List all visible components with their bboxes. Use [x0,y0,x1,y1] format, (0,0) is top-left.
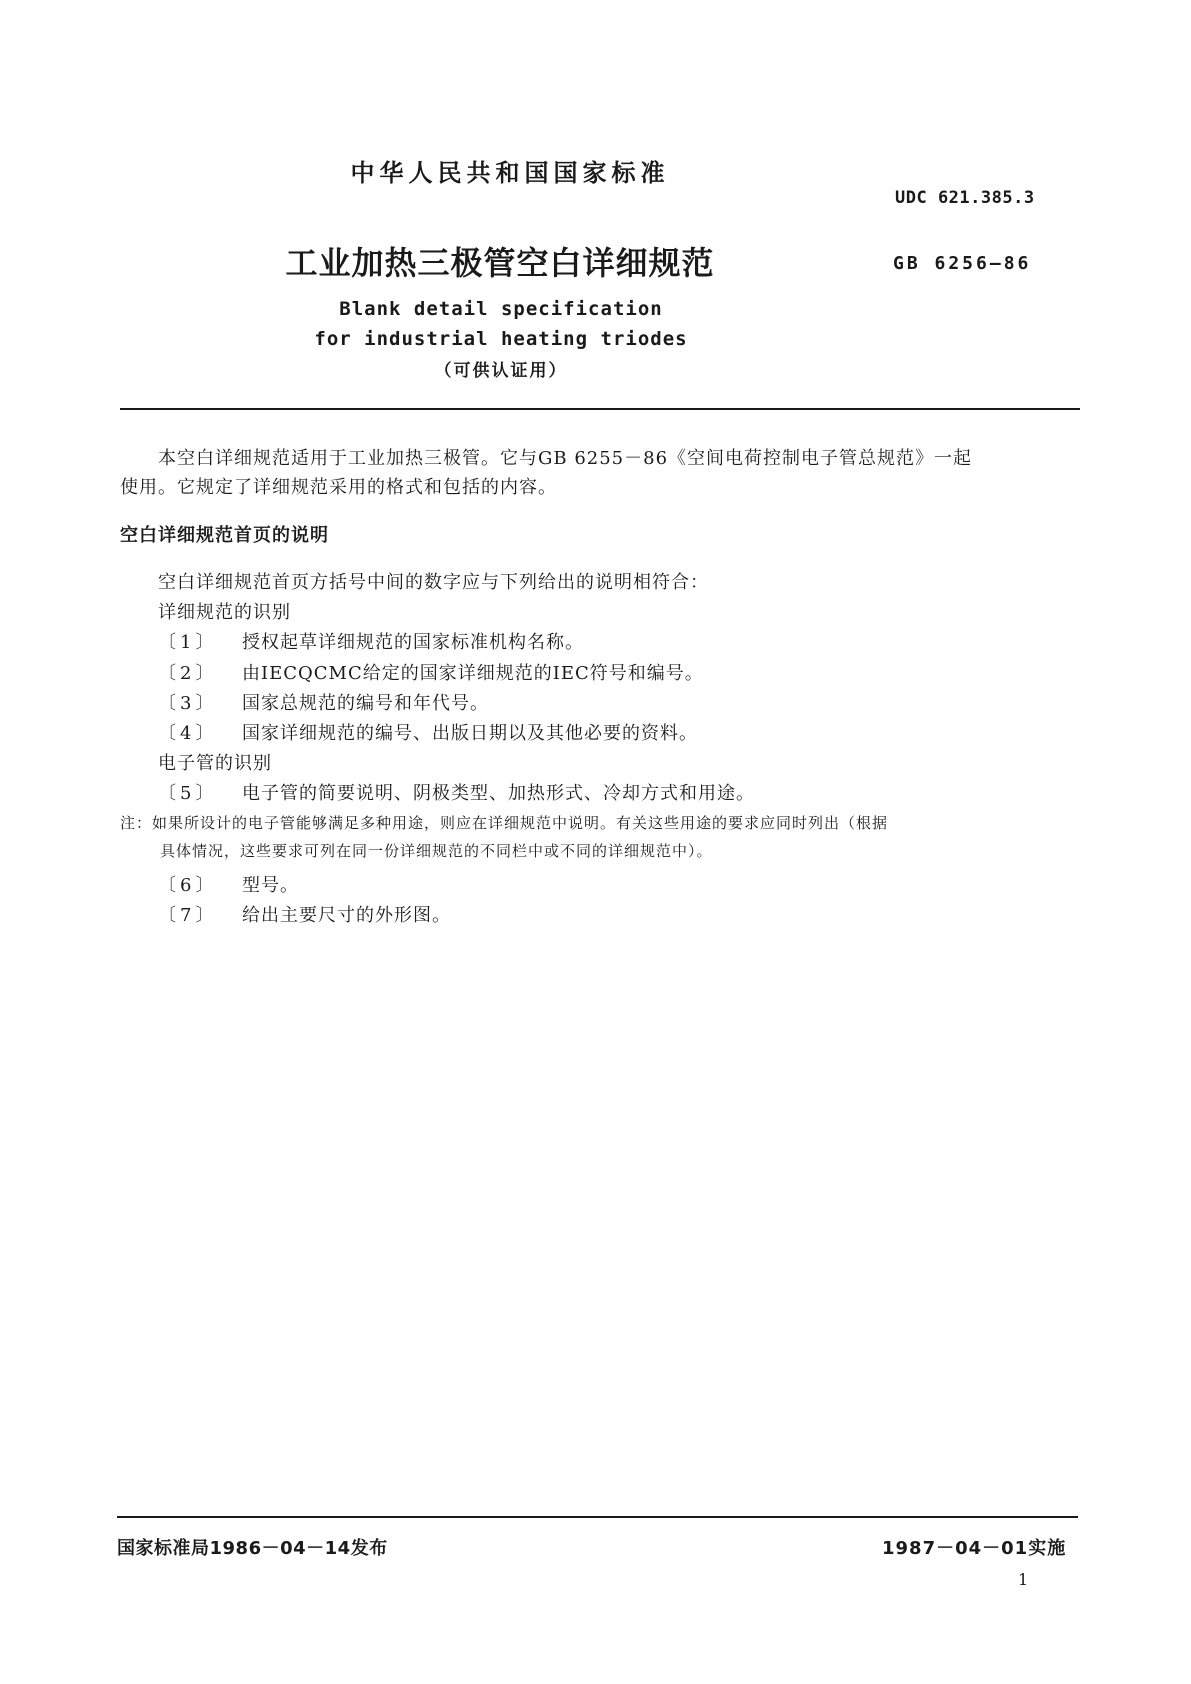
section-heading: 空白详细规范首页的说明 [120,525,329,546]
list-item [158,689,489,715]
item-number: 〔3〕 [158,693,218,714]
national-standard-heading: 中华人民共和国国家标准 [350,159,670,187]
item-text: 给出主要尺寸的外形图。 [242,905,451,926]
document-title-en-line2: for industrial heating triodes [314,328,688,350]
page-number: 1 [1018,1570,1029,1589]
udc-code: UDC 621.385.3 [895,188,1035,208]
item-text: 电子管的简要说明、阴极类型、加热形式、冷却方式和用途。 [242,783,755,804]
subheading-tube-identification: 电子管的识别 [158,753,272,774]
list-item [158,779,755,805]
item-text: 型号。 [242,875,299,896]
item-text: 国家总规范的编号和年代号。 [242,693,489,714]
list-item [158,659,704,685]
item-number: 〔1〕 [158,632,218,653]
document-title-cn: 工业加热三极管空白详细规范 [285,244,715,282]
item-number: 〔7〕 [158,905,218,926]
note-line1: 注：如果所设计的电子管能够满足多种用途，则应在详细规范中说明。有关这些用途的要求应同时列出（根据 [120,814,889,832]
list-item [158,719,698,745]
item-number: 〔5〕 [158,783,218,804]
document-title-en-line1: Blank detail specification [339,298,663,320]
item-text: 国家详细规范的编号、出版日期以及其他必要的资料。 [242,723,698,744]
section-intro: 空白详细规范首页方括号中间的数字应与下列给出的说明相符合： [158,572,709,593]
intro-paragraph-line2: 使用。它规定了详细规范采用的格式和包括的内容。 [120,477,557,498]
gb-standard-number: GB 6256—86 [893,253,1032,274]
item-number: 〔6〕 [158,875,218,896]
item-number: 〔2〕 [158,663,218,684]
footer-divider [117,1516,1078,1518]
effective-date: 1987－04－01实施 [882,1538,1067,1559]
subheading-spec-identification: 详细规范的识别 [158,602,291,623]
item-text: 由IECQCMC给定的国家详细规范的IEC符号和编号。 [242,663,704,684]
issued-date: 国家标准局1986－04－14发布 [117,1538,388,1559]
certification-note: （可供认证用） [434,361,568,381]
item-number: 〔4〕 [158,723,218,744]
list-item [158,871,299,897]
intro-paragraph-line1: 本空白详细规范适用于工业加热三极管。它与GB 6255－86《空间电荷控制电子管总规范》一起 [158,448,973,469]
list-item [158,628,584,654]
note-line2: 具体情况，这些要求可列在同一份详细规范的不同栏中或不同的详细规范中）。 [160,842,713,860]
list-item [158,901,451,927]
header-divider [120,408,1080,410]
item-text: 授权起草详细规范的国家标准机构名称。 [242,632,584,653]
